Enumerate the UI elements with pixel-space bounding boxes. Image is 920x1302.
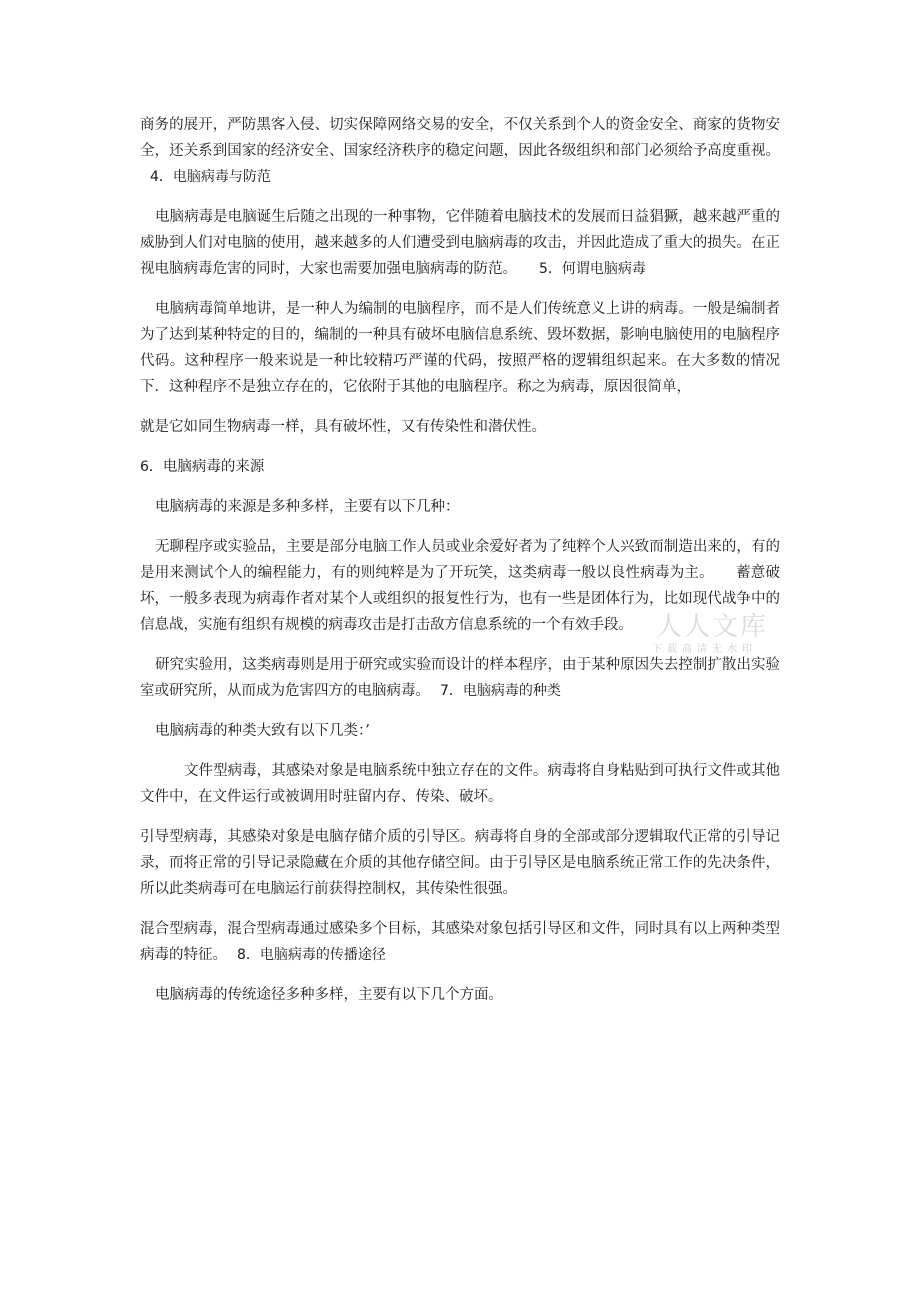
- paragraph-text: 研究实验用，这类病毒则是用于研究或实验而设计的样本程序，由于某种原因失去控制扩散出实验室或研究所，从而成为危害四方的电脑病毒。: [140, 657, 780, 699]
- paragraph-source-types: [140, 534, 780, 638]
- section-heading-5: 5．何谓电脑病毒: [539, 261, 646, 277]
- section-heading-4: 4．电脑病毒与防范: [150, 169, 271, 185]
- paragraph-text-boredom: 无聊程序或实验品，主要是部分电脑工作人员或业余爱好者为了纯粹个人兴致而制造出来的，有的是用来测试个人的编程能力，有的则纯粹是为了开玩笑，这类病毒一般以良性病毒为主。: [140, 539, 780, 581]
- document-body: [140, 112, 780, 1022]
- section-title: 电脑病毒的来源: [162, 459, 265, 475]
- paragraph-text: 电脑病毒是电脑诞生后随之出现的一种事物，它伴随着电脑技术的发展而日益猖獗，越来越严重的威胁到人们对电脑的使用，越来越多的人们遭受到电脑病毒的攻击，并因此造成了重大的损失。在正视电脑病毒危害的同时，大家也需要加强电脑病毒的防范。: [140, 209, 780, 277]
- watermark-title: 人人文库: [656, 612, 769, 642]
- watermark-subtitle: 下载高清无水印: [652, 644, 757, 655]
- section-heading-6: [140, 454, 780, 480]
- section-heading-7: 7．电脑病毒的种类: [440, 683, 561, 699]
- paragraph-file-virus: 文件型病毒，其感染对象是电脑系统中独立存在的文件。病毒将自身粘贴到可执行文件或其他文件中，在文件运行或被调用时驻留内存、传染、破坏。: [140, 763, 780, 805]
- paragraph-virus-definition-cont: 就是它如同生物病毒一样，具有破坏性，又有传染性和潜伏性。: [140, 419, 546, 435]
- section-number: 6．: [140, 459, 163, 475]
- paragraph-virus-intro: [140, 204, 780, 282]
- paragraph-virus-definition: 电脑病毒简单地讲，是一种人为编制的电脑程序，而不是人们传统意义上讲的病毒。一般是编制者为了达到某种特定的目的，编制的一种具有破坏电脑信息系统、毁坏数据，影响电脑使用的电脑程序代码。这种程序一般来说是一种比较精巧严谨的代码，按照严格的逻辑组织起来。在大多数的情况下．这种程序不是独立存在的，它依附于其他的电脑程序。称之为病毒，原因很简单，: [140, 301, 780, 395]
- paragraph-research-source: [140, 652, 780, 704]
- paragraph-text: 混合型病毒，混合型病毒通过感染多个目标，其感染对象包括引导区和文件，同时具有以上两种类型病毒的特征。: [140, 921, 780, 963]
- paragraph-transmission: 电脑病毒的传统途径多种多样，主要有以下几个方面。: [155, 987, 503, 1003]
- paragraph-hybrid-virus: [140, 916, 780, 968]
- paragraph-virus-types: 电脑病毒的种类大致有以下几类：’: [155, 723, 370, 739]
- section-heading-8: 8．电脑病毒的传播途径: [237, 947, 386, 963]
- paragraph-text: 商务的展开，严防黑客入侵、切实保障网络交易的安全，不仅关系到个人的资金安全、商家的货物安全，还关系到国家的经济安全、国家经济秩序的稳定问题，因此各级组织和部门必须给予高度重视。: [140, 117, 780, 159]
- paragraph-boot-virus: 引导型病毒，其感染对象是电脑存储介质的引导区。病毒将自身的全部或部分逻辑取代正常的引导记录，而将正常的引导记录隐藏在介质的其他存储空间。由于引导区是电脑系统正常工作的先决条件，所以此类病毒可在电脑运行前获得控制权，其传染性很强。: [140, 829, 780, 897]
- paragraph-text-sabotage: 蓄意破坏，一般多表现为病毒作者对某个人或组织的报复性行为，也有一些是团体行为，比如现代战争中的信息战，实施有组织有规模的病毒攻击是打击敌方信息系统的一个有效手段。: [140, 565, 781, 633]
- paragraph-virus-sources: 电脑病毒的来源是多种多样，主要有以下几种：: [155, 499, 460, 515]
- paragraph-ecommerce-security: [140, 112, 780, 190]
